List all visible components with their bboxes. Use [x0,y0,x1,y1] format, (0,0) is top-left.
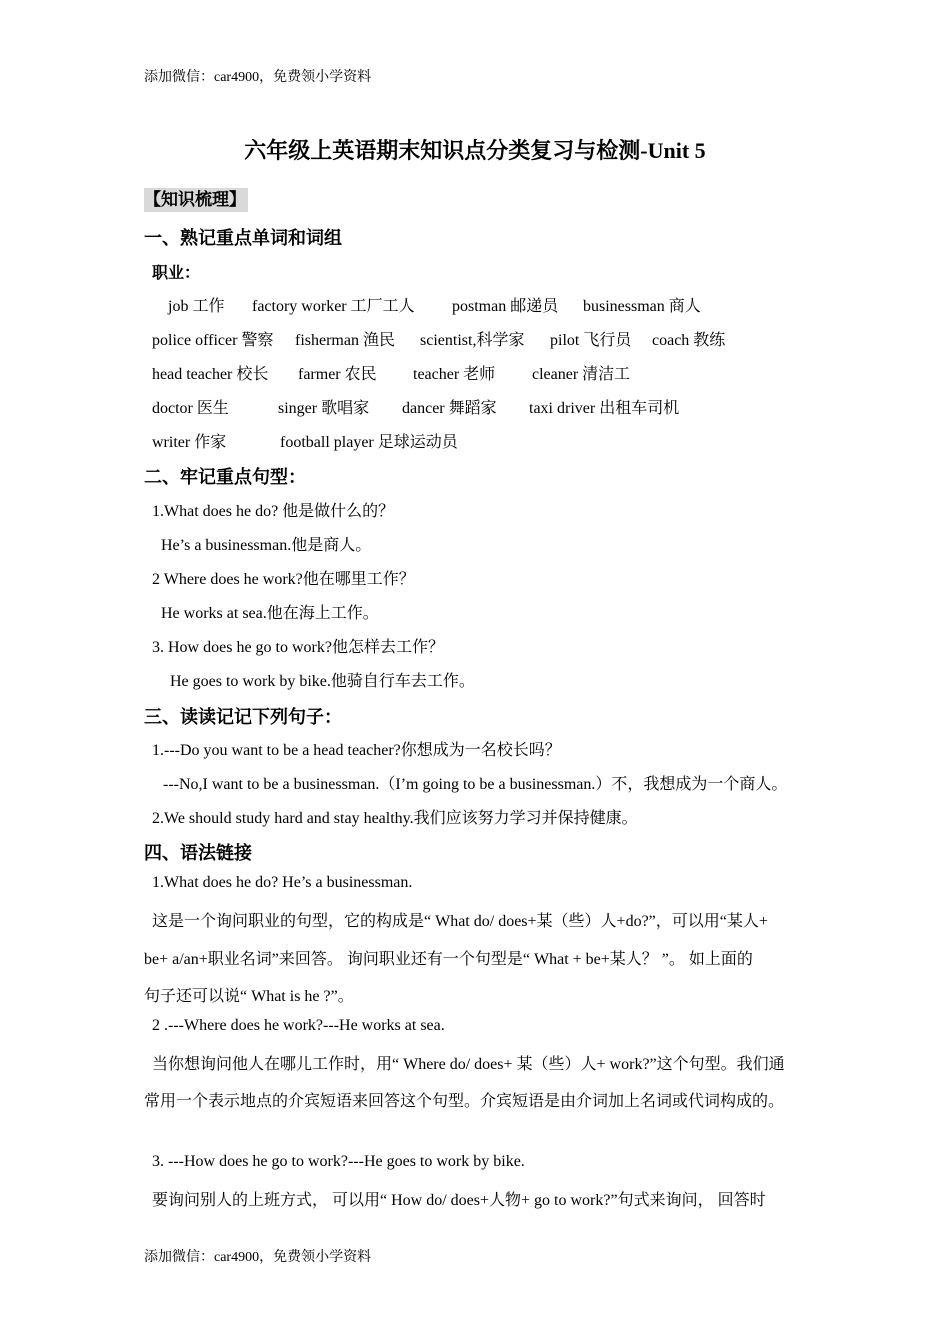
sentence-line: ---No,I want to be a businessman.（I’m going to be a businessman.）不，我想成为一个商人。 [163,776,788,793]
section2-heading: 二、牢记重点句型： [144,467,306,487]
vocab-item: singer 歌唱家 [278,400,370,417]
grammar-line: 句子还可以说“ What is he ?”。 [144,988,354,1005]
vocab-item: taxi driver 出租车司机 [529,400,680,417]
vocab-item: football player 足球运动员 [280,434,458,451]
sentence-line: 1.---Do you want to be a head teacher?你想成为一名校长吗？ [152,742,561,759]
vocab-item: cleaner 清洁工 [532,366,631,383]
vocab-item: coach 教练 [652,332,726,349]
section3-heading: 三、读读记记下列句子： [144,707,342,727]
vocab-item: writer 作家 [152,434,227,451]
grammar-line: 当你想询问他人在哪儿工作时，用“ Where do/ does+ 某（些）人+ work?”这个句型。我们通 [152,1056,785,1073]
grammar-line: 要询问别人的上班方式， 可以用“ How do/ does+人物+ go to work?”句式来询问， 回答时 [152,1192,766,1209]
vocab-item: head teacher 校长 [152,366,269,383]
section4-heading: 四、语法链接 [144,843,252,863]
pattern-line: 2 Where does he work?他在哪里工作？ [152,571,415,588]
vocab-item: police officer 警察 [152,332,274,349]
vocab-item: teacher 老师 [413,366,496,383]
page-footer-note: 添加微信：car4900，免费领小学资料 [144,1250,372,1265]
grammar-line: be+ a/an+职业名词”来回答。 询问职业还有一个句型是“ What + be+某人？ ”。 如上面的 [144,951,753,968]
vocab-item: postman 邮递员 [452,298,559,315]
vocab-item: dancer 舞蹈家 [402,400,497,417]
page-header-note: 添加微信：car4900，免费领小学资料 [144,70,372,85]
section-tag: 【知识梳理】 [144,188,248,212]
vocab-item: job 工作 [168,298,225,315]
grammar-line: 2 .---Where does he work?---He works at sea. [152,1017,445,1034]
vocab-item: fisherman 渔民 [295,332,395,349]
vocab-item: scientist,科学家 [420,332,525,349]
vocab-item: farmer 农民 [298,366,377,383]
grammar-line: 这是一个询问职业的句型，它的构成是“ What do/ does+某（些）人+do?”，可以用“某人+ [152,913,768,930]
grammar-line: 3. ---How does he go to work?---He goes to work by bike. [152,1153,525,1170]
vocab-subheading: 职业： [152,265,201,282]
pattern-line: 3. How does he go to work?他怎样去工作？ [152,639,444,656]
section1-heading: 一、熟记重点单词和词组 [144,228,342,248]
pattern-line: He’s a businessman.他是商人。 [161,537,372,554]
document-title: 六年级上英语期末知识点分类复习与检测-Unit 5 [244,138,706,163]
pattern-line: 1.What does he do? 他是做什么的？ [152,503,395,520]
pattern-line: He works at sea.他在海上工作。 [161,605,379,622]
vocab-item: doctor 医生 [152,400,229,417]
vocab-item: pilot 飞行员 [550,332,632,349]
pattern-line: He goes to work by bike.他骑自行车去工作。 [170,673,475,690]
vocab-item: factory worker 工厂工人 [252,298,415,315]
vocab-item: businessman 商人 [583,298,701,315]
grammar-line: 常用一个表示地点的介宾短语来回答这个句型。介宾短语是由介词加上名词或代词构成的。 [144,1093,785,1110]
sentence-line: 2.We should study hard and stay healthy.我们应该努力学习并保持健康。 [152,810,638,827]
grammar-line: 1.What does he do? He’s a businessman. [152,874,413,891]
